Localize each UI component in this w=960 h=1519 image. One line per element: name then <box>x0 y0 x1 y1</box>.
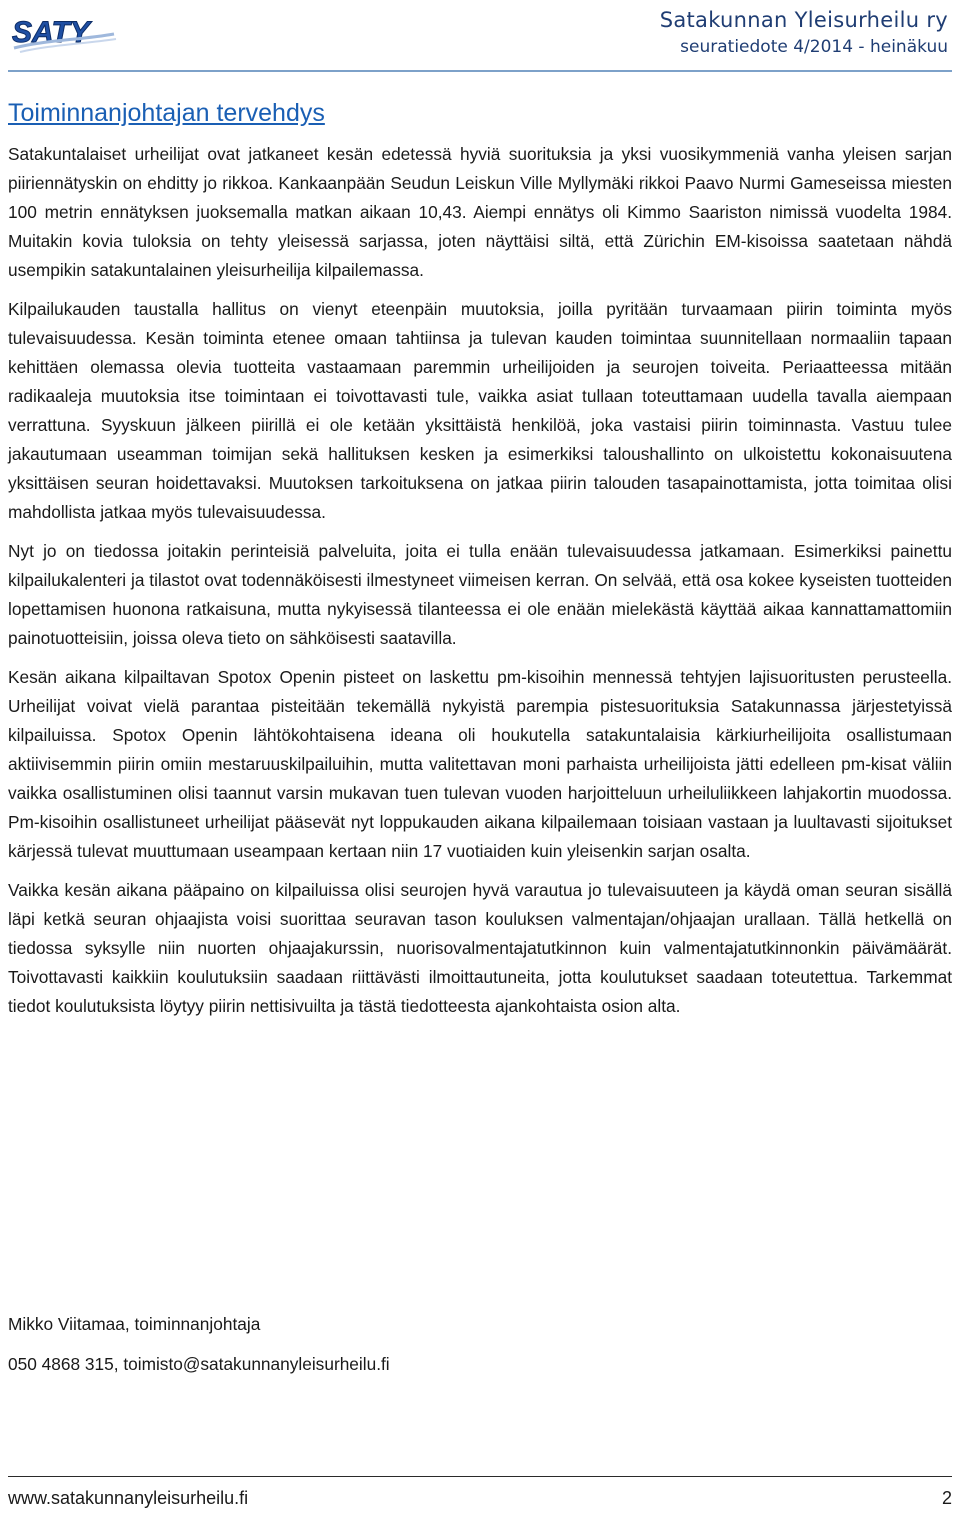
bulletin-issue: seuratiedote 4/2014 - heinäkuu <box>680 37 948 57</box>
page-footer <box>8 1484 952 1512</box>
article-heading: Toiminnanjohtajan tervehdys <box>8 99 325 127</box>
article <box>8 96 952 1031</box>
svg-text:SATY: SATY <box>12 16 90 49</box>
signature-name: Mikko Viitamaa, toiminnanjohtaja <box>8 1314 261 1334</box>
page-header <box>0 0 960 72</box>
header-org-block <box>660 6 948 60</box>
footer-website-link[interactable]: www.satakunnanyleisurheilu.fi <box>8 1488 249 1508</box>
article-paragraph: Satakuntalaiset urheilijat ovat jatkaneet kesän edetessä hyviä suorituksia ja yksi vuosikymmeniä vanha yleisen sarjan piiriennätyskin on ehditty jo rikkoa. Kankaanpään Seudun Leiskun Ville Myllymäki rikkoi Paavo Nurmi Gameseissa miesten 100 metrin ennätyksen juoksemalla matkan aikaan 10,43. Aiempi ennätys oli Kimmo Saariston nimissä vuodelta 1984. Muitakin kovia tuloksia on tehty yleisessä sarjassa, joten näyttäisi siltä, että Zürichin EM-kisoissa saatetaan nähdä usempikin satakuntalainen yleisurheilija kilpailemassa. <box>8 144 952 280</box>
page-number: 2 <box>941 1488 952 1508</box>
footer-divider <box>8 1476 952 1477</box>
article-paragraph: Kesän aikana kilpailtavan Spotox Openin pisteet on laskettu pm-kisoihin mennessä tehtyjen lajisuoritusten perusteella. Urheilijat voivat vielä parantaa pisteitään tekemällä nykyistä parempia pistesuorituksia Satakunnassa järjestetyissä kilpailuissa. Spotox Openin lähtökohtaisena ideana oli houkutella satakuntalaisia kärkiurheilijoita osallistumaan aktiivisemmin piirin omiin mestaruuskilpailuihin, mutta valitettavan moni parhaista urheilijoista jätti edelleen pm-kisat väliin vaikka osallistuminen olisi taannut varsin mukavan tuen tulevan vuoden harjoitteluun urheiluliikkeen lahjakortin muodossa. Pm-kisoihin osallistuneet urheilijat pääsevät nyt loppukauden aikana kilpailemaan toisiaan vastaan ja luultavasti sijoitukset kärjessä tulevat muuttumaan useampaan kertaan niin 17 vuotiaiden kuin yleisenkin sarjan osalta. <box>8 667 952 861</box>
signature-contact: 050 4868 315, toimisto@satakunnanyleisurheilu.fi <box>8 1354 390 1374</box>
header-divider <box>8 70 952 72</box>
signature-block <box>8 1310 952 1378</box>
article-paragraph: Kilpailukauden taustalla hallitus on vienyt eteenpäin muutoksia, joilla pyritään turvaamaan piirin toiminta myös tulevaisuudessa. Kesän toiminta etenee omaan tahtiinsa ja tulevan kauden toimintaa suunnitellaan normaaliin tapaan kehittäen olemassa olevia tuotteita vastaamaan paremmin urheilijoiden ja seurojen toiveita. Periaatteessa mitään radikaaleja muutoksia itse toimintaan ei toivottavasti tule, vaikka asiat tullaan toteuttamaan uudella tavalla aiempaan verrattuna. Syyskuun jälkeen piirillä ei ole ketään yksittäistä henkilöä, joka vastaisi piirin toiminnasta. Vastuu tulee jakautumaan useamman toimijan sekä hallituksen kesken ja esimerkiksi taloushallinto on ulkoistettu kokonaisuutena yksittäisen seuran hoidettavaksi. Muutoksen tarkoituksena on jatkaa piirin talouden tasapainottamista, jotta toimitaa olisi mahdollista jatkaa myös tulevaisuudessa. <box>8 299 952 522</box>
article-paragraph: Nyt jo on tiedossa joitakin perinteisiä palveluita, joita ei tulla enään tulevaisuudessa jatkamaan. Esimerkiksi painettu kilpailukalenteri ja tilastot ovat todennäköisesti ilmestyneet viimeisen kerran. On selvää, että osa kokee kyseisten tuotteiden lopettamisen huonona ratkaisuna, mutta nykyisessä tilanteessa ei ole enään mielekästä käyttää aikaa kannattamattomiin painotuotteisiin, joissa oleva tieto on sähköisesti saatavilla. <box>8 541 952 648</box>
article-paragraph: Vaikka kesän aikana pääpaino on kilpailuissa olisi seurojen hyvä varautua jo tulevaisuuteen ja käydä oman seuran sisällä läpi ketkä seuran ohjaajista voisi suorittaa seuravan tason kouluksen valmentajan/ohjaajan urallaan. Tällä hetkellä on tiedossa syksylle niin nuorten ohjaajakurssin, nuorisovalmentajatutkinnon kuin valmentajatutkinnonkin päivämäärät. Toivottavasti kaikkiin koulutuksiin saadaan riittävästi ilmoittautuneita, jotta koulutukset saadaan toteutettua. Tarkemmat tiedot koulutuksista löytyy piirin nettisivuilta ja tästä tiedotteesta ajankohtaista osion alta. <box>8 880 952 1016</box>
organization-name: Satakunnan Yleisurheilu ry <box>659 8 948 32</box>
saty-logo <box>10 10 120 54</box>
